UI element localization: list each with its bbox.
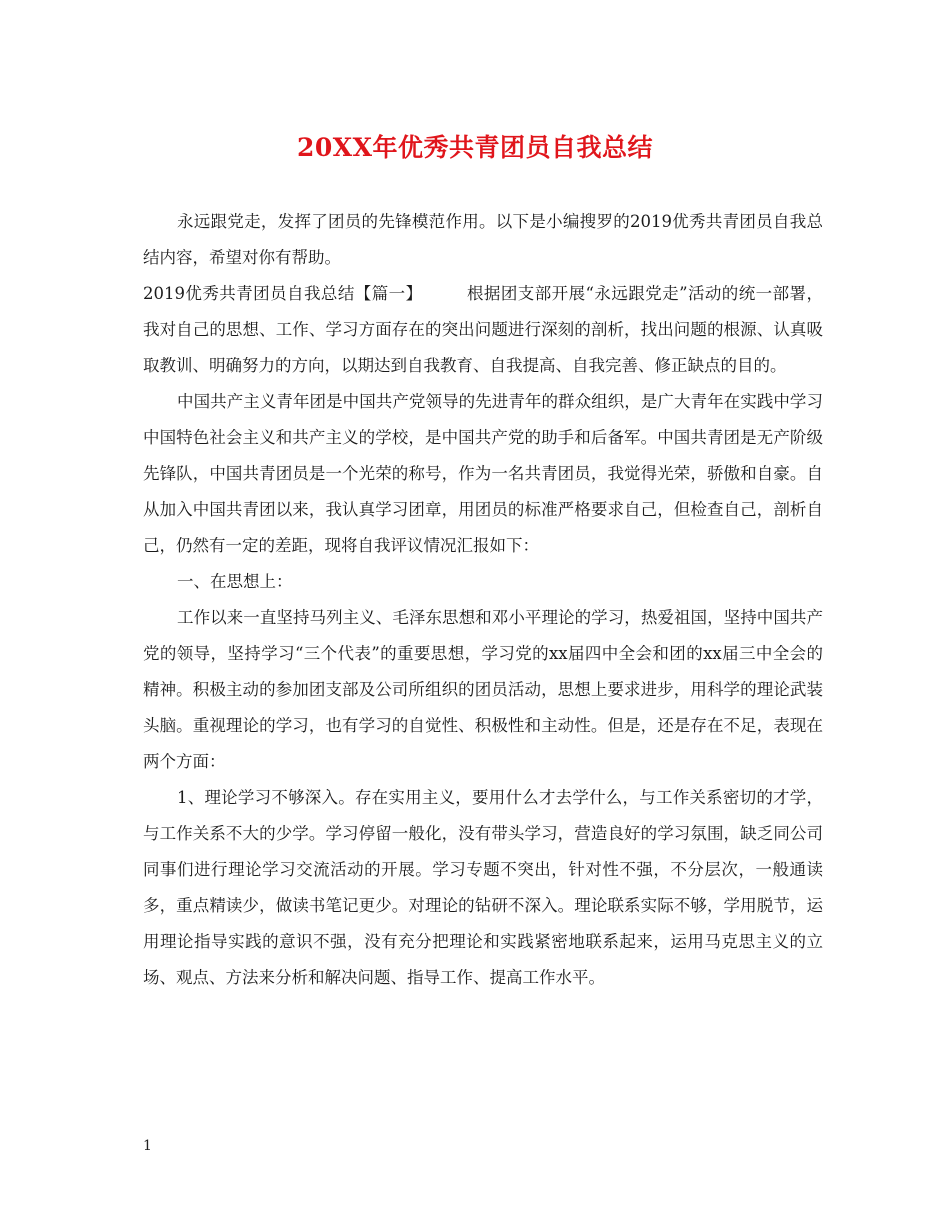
document-title: 20XX年优秀共青团员自我总结: [296, 133, 654, 162]
section-heading-paragraph: [143, 276, 823, 384]
section-heading-label: 2019优秀共青团员自我总结【篇一】: [143, 284, 423, 303]
page-number: 1: [143, 1138, 152, 1154]
section-heading-body: 根据团支部开展“永远跟党走”活动的统一部署，我对自己的思想、工作、学习方面存在的突出问题进行深刻的剖析，找出问题的根源、认真吸取教训、明确努力的方向，以期达到自我教育、自我提高、自我完善、修正缺点的目的。: [143, 284, 823, 375]
body-paragraph-3: 1、理论学习不够深入。存在实用主义，要用什么才去学什么，与工作关系密切的才学，与工作关系不大的少学。学习停留一般化，没有带头学习，营造良好的学习氛围，缺乏同公司同事们进行理论学习交流活动的开展。学习专题不突出，针对性不强，不分层次，一般通读多，重点精读少，做读书笔记更少。对理论的钻研不深入。理论联系实际不够，学用脱节，运用理论指导实践的意识不强，没有充分把理论和实践紧密地联系起来，运用马克思主义的立场、观点、方法来分析和解决问题、指导工作、提高工作水平。: [143, 788, 823, 987]
intro-paragraph: 永远跟党走，发挥了团员的先锋模范作用。以下是小编搜罗的2019优秀共青团员自我总结内容，希望对你有帮助。: [143, 212, 823, 267]
document-body: [143, 204, 823, 996]
body-paragraph-2: 工作以来一直坚持马列主义、毛泽东思想和邓小平理论的学习，热爱祖国，坚持中国共产党的领导，坚持学习“三个代表”的重要思想，学习党的xx届四中全会和团的xx届三中全会的精神。积极主动的参加团支部及公司所组织的团员活动，思想上要求进步，用科学的理论武装头脑。重视理论的学习，也有学习的自觉性、积极性和主动性。但是，还是存在不足，表现在两个方面：: [143, 608, 823, 771]
body-paragraph-1: 中国共产主义青年团是中国共产党领导的先进青年的群众组织，是广大青年在实践中学习中国特色社会主义和共产主义的学校，是中国共产党的助手和后备军。中国共青团是无产阶级先锋队，中国共青团员是一个光荣的称号，作为一名共青团员，我觉得光荣，骄傲和自豪。自从加入中国共青团以来，我认真学习团章，用团员的标准严格要求自己，但检查自己，剖析自己，仍然有一定的差距，现将自我评议情况汇报如下：: [143, 392, 823, 555]
section-1-heading: 一、在思想上：: [177, 572, 293, 591]
